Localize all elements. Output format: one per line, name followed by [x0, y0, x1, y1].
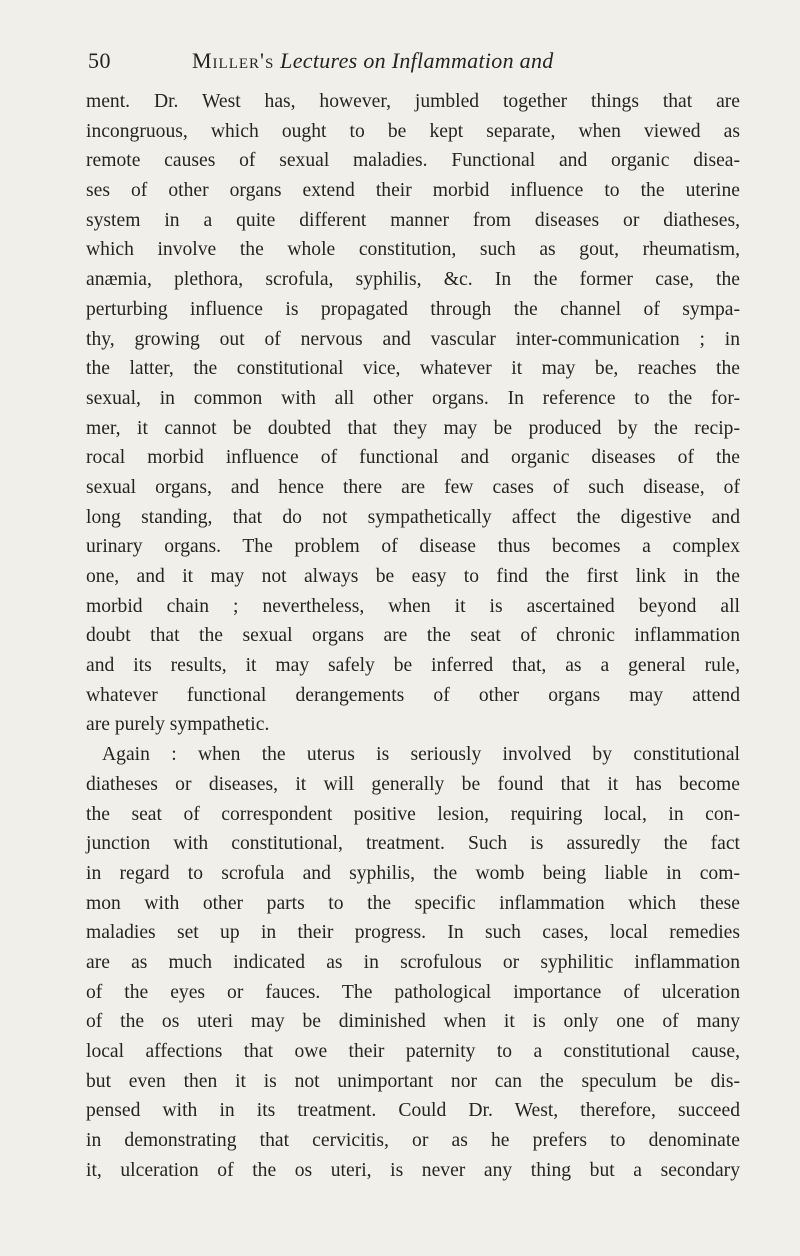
text-line: remote causes of sexual maladies. Functional and organic disea- [86, 150, 740, 172]
paragraph-start-line: Again : when the uterus is seriously involved by constitutional [102, 744, 740, 766]
text-line: in regard to scrofula and syphilis, the womb being liable in com- [86, 862, 740, 884]
text-line: and its results, it may safely be inferred that, as a general rule, [86, 655, 740, 677]
page-number: 50 [88, 48, 111, 73]
text-line: the latter, the constitutional vice, whatever it may be, reaches the [86, 358, 740, 380]
text-line: of the os uteri may be diminished when it is only one of many [86, 1011, 740, 1033]
text-line: it, ulceration of the os uteri, is never any thing but a secondary [86, 1159, 740, 1181]
text-line: mon with other parts to the specific inflammation which these [86, 892, 740, 914]
text-line: but even then it is not unimportant nor can the speculum be dis- [86, 1070, 740, 1092]
text-line: are as much indicated as in scrofulous or syphilitic inflammation [86, 951, 740, 973]
text-line: urinary organs. The problem of disease thus becomes a complex [86, 536, 740, 558]
text-line: which involve the whole constitution, such as gout, rheumatism, [86, 239, 740, 261]
text-line: pensed with in its treatment. Could Dr. West, therefore, succeed [86, 1100, 740, 1122]
paragraph-end-line: are purely sympathetic. [86, 714, 270, 736]
text-line: thy, growing out of nervous and vascular inter-communication ; in [86, 328, 740, 350]
text-line: ses of other organs extend their morbid influence to the uterine [86, 180, 740, 202]
text-line: of the eyes or fauces. The pathological importance of ulceration [86, 981, 740, 1003]
text-line: long standing, that do not sympathetically affect the digestive and [86, 506, 740, 528]
running-head [0, 40, 800, 80]
text-line: perturbing influence is propagated through the channel of sympa- [86, 298, 740, 320]
body-text [86, 87, 740, 1185]
text-line: rocal morbid influence of functional and organic diseases of the [86, 447, 740, 469]
text-line: local affections that owe their paternity to a constitutional cause, [86, 1041, 740, 1062]
text-line: ment. Dr. West has, however, jumbled together things that are [86, 91, 740, 112]
text-line: anæmia, plethora, scrofula, syphilis, &c. In the former case, the [86, 269, 740, 291]
text-line: diatheses or diseases, it will generally be found that it has become [86, 773, 740, 795]
text-line: the seat of correspondent positive lesion, requiring local, in con- [86, 803, 740, 825]
running-title-author: Miller's [192, 48, 275, 73]
text-line: system in a quite different manner from diseases or diatheses, [86, 209, 740, 231]
text-line: in demonstrating that cervicitis, or as he prefers to denominate [86, 1130, 740, 1152]
text-line: whatever functional derangements of other organs may attend [86, 684, 740, 706]
text-line: doubt that the sexual organs are the seat of chronic inflammation [86, 625, 740, 647]
text-line: sexual, in common with all other organs. In reference to the for- [86, 387, 740, 409]
text-line: morbid chain ; nevertheless, when it is ascertained beyond all [86, 595, 740, 617]
text-line: incongruous, which ought to be kept separate, when viewed as [86, 120, 740, 142]
running-title [192, 48, 554, 74]
text-line: junction with constitutional, treatment. Such is assuredly the fact [86, 833, 740, 855]
text-line: maladies set up in their progress. In such cases, local remedies [86, 922, 740, 944]
running-title-work: Lectures on Inflammation and [280, 48, 554, 73]
text-line: mer, it cannot be doubted that they may be produced by the recip- [86, 417, 740, 439]
text-line: one, and it may not always be easy to find the first link in the [86, 566, 740, 587]
text-line: sexual organs, and hence there are few cases of such disease, of [86, 476, 740, 498]
